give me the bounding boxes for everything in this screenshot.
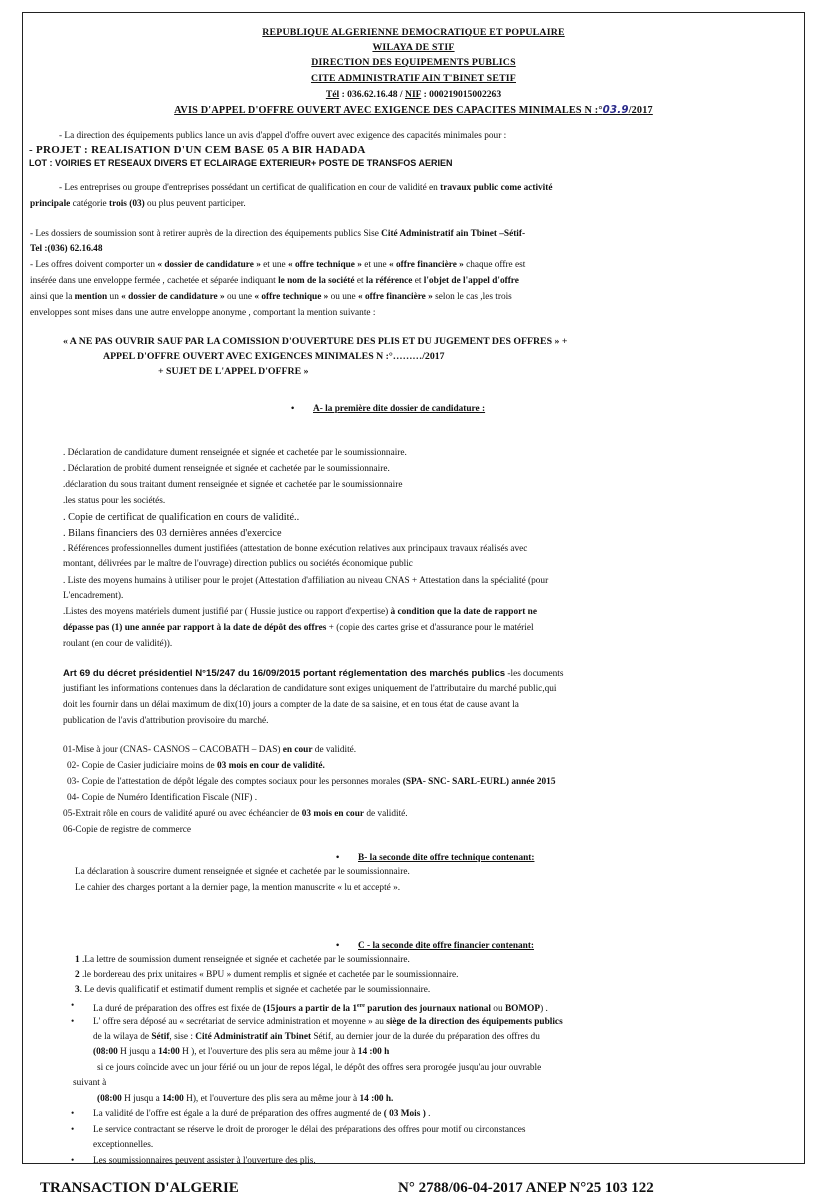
q6: « offre technique »: [254, 292, 329, 302]
d1c: de validité.: [312, 745, 357, 755]
b2p: H jusqu a: [121, 1094, 163, 1104]
doc-05: [63, 809, 408, 820]
b2k: H ), et l'ouverture des plis sera au même jour à: [179, 1047, 358, 1057]
b1f: ) .: [540, 1004, 548, 1015]
project-title: - PROJET : REALISATION D'UN CEM BASE 05 A BIR HADADA: [29, 144, 366, 156]
section-a-item: montant, délivrées par le maître de l'ouvrage) direction publics ou sociétés économique public: [63, 559, 413, 569]
entreprises-trois: trois (03): [109, 199, 145, 209]
section-a-item: . Liste des moyens humains à utiliser pour le projet (Attestation d'affiliation au niveau CNAS + Attestation dans la spécialité (pour: [63, 576, 549, 586]
c-num-1: 1: [75, 955, 80, 965]
entreprises-principale: principale: [30, 199, 71, 209]
q2: mention: [74, 292, 108, 302]
offres-line-1: [30, 260, 525, 271]
c-text-1: .La lettre de soumission dument renseignée et signée et cachetée par le soumissionnaire.: [79, 955, 410, 965]
b1b: (15jours a partir de la 1: [262, 1004, 358, 1015]
section-a-item: . Déclaration de probité dument renseignée et signée et cachetée par le soumissionnaire.: [63, 464, 390, 474]
b2s: 14 :00 h.: [359, 1094, 394, 1104]
q7: ou une: [328, 292, 358, 302]
art69-line-4: publication de l'avis d'attribution provisoire du marché.: [63, 716, 269, 726]
b1e: BOMOP: [504, 1004, 541, 1015]
q9: selon le cas ,les trois: [432, 292, 512, 302]
p4: la référence: [365, 276, 413, 286]
header-direction: DIRECTION DES EQUIPEMENTS PUBLICS: [311, 57, 516, 68]
mention-line-1: « A NE PAS OUVRIR SAUF PAR LA COMISSION D'OUVERTURE DES PLIS ET DU JUGEMENT DES OFFRES » +: [63, 336, 568, 347]
header-address: CITE ADMINISTRATIF AIN T'BINET SETIF: [310, 73, 516, 84]
q1: ainsi que la: [30, 292, 75, 302]
dossiers-address: Cité Administratif ain Tbinet –Sétif-: [381, 229, 526, 239]
p5: et: [412, 276, 424, 286]
section-a-item: .les status pour les sociétés.: [63, 496, 166, 506]
avis-title: [23, 105, 804, 116]
p1: insérée dans une enveloppe fermée , cachetée et séparée indiquant: [30, 276, 279, 286]
b2e: , sise :: [169, 1032, 196, 1042]
o7: chaque offre est: [463, 260, 526, 270]
b1d: ou: [490, 1004, 505, 1015]
q3: un: [107, 292, 122, 302]
bullet-assister: • Les soumissionnaires peuvent assister à l'ouverture des plis.: [93, 1156, 316, 1167]
section-a-item: . Bilans financiers des 03 dernières années d'exercice: [63, 528, 282, 539]
mention-line-2: APPEL D'OFFRE OUVERT AVEC EXIGENCES MINIMALES N :°………/2017: [103, 351, 445, 362]
art69-line-2: justifiant les informations contenues dans la déclaration de candidature sont exiges uniquement de l'attributaire du marché public,qui: [63, 684, 557, 694]
d3b: (SPA- SNC- SARL-EURL) année 2015: [402, 777, 556, 787]
m3: dépasse pas (1) une année par rapport à la date de dépôt des offres: [63, 623, 327, 633]
intro-line: - La direction des équipements publics lance un avis d'appel d'offre ouvert avec exigence des capacités minimales pour :: [59, 131, 507, 141]
b2h: (08:00: [93, 1047, 118, 1057]
section-a-item: . Déclaration de candidature dument renseignée et signée et cachetée par le soumissionnaire.: [63, 448, 407, 458]
d5a: 05-Extrait rôle en cours de validité apuré ou avec échéancier de: [63, 809, 302, 819]
doc-03: [67, 777, 555, 788]
b1sup: ere: [357, 1003, 365, 1009]
b2c: de la wilaya de: [93, 1032, 152, 1042]
entreprises-activity: travaux public come activité: [440, 183, 553, 193]
bullet-duree: [93, 1001, 548, 1015]
lot-title: LOT : VOIRIES ET RESEAUX DIVERS ET ECLAIRAGE EXTERIEUR+ POSTE DE TRANSFOS AERIEN: [29, 158, 453, 168]
o1: - Les offres doivent comporter un: [30, 260, 158, 270]
b2i: H jusqu a: [117, 1047, 159, 1057]
d1b: en cour: [282, 745, 313, 755]
o4: « offre technique »: [287, 260, 362, 270]
nif-value: : 000219015002263: [423, 89, 502, 100]
materiel-line-2: [63, 623, 534, 634]
section-c-item-3: [75, 985, 430, 996]
c-num-3: 3: [75, 985, 80, 995]
header-wilaya: WILAYA DE STIF: [372, 42, 455, 53]
bullet-depot-4: si ce jours coïncide avec un jour férié ou un jour de repos légal, le dépôt des offres sera prorogée jusqu'au jour ouvrable: [97, 1063, 542, 1073]
b2f: Cité Administratif ain Tbinet: [195, 1032, 312, 1042]
b1c: parution des journaux national: [364, 1004, 491, 1015]
entreprises-line-2: [30, 199, 246, 210]
tel-label: Tél: [325, 89, 340, 100]
d3a: 03- Copie de l'attestation de dépôt légale des comptes sociaux pour les personnes morales: [67, 777, 403, 787]
b2a: L' offre sera déposé au « secrétariat de service administration et moyenne » au: [93, 1017, 387, 1027]
b2d: Sétif: [151, 1032, 170, 1042]
d5c: de validité.: [364, 809, 408, 819]
b3a: La validité de l'offre est égale a la duré de préparation des offres augmenté de: [93, 1109, 384, 1119]
offres-line-3: [30, 292, 512, 303]
b3c: .: [425, 1109, 431, 1119]
section-a-item: . Copie de certificat de qualification en cours de validité..: [63, 512, 300, 523]
o6: « offre financière »: [389, 260, 464, 270]
dossiers-text: - Les dossiers de soumission sont à retirer auprès de la direction des équipements publics Sise: [30, 229, 382, 239]
p6: l'objet de l'appel d'offre: [423, 276, 519, 286]
art69-line-3: doit les fournir dans un délai maximum de dix(10) jours a compter de la date de sa saisine, et en tous état de cause avant la: [63, 700, 519, 710]
doc-01: [63, 745, 356, 756]
q8: « offre financière »: [358, 292, 433, 302]
p3: et: [354, 276, 366, 286]
offres-line-2: [30, 276, 519, 287]
p2: le nom de la société: [278, 276, 355, 286]
b1a: La duré de préparation des offres est fixée de: [93, 1004, 263, 1015]
b2g: Sétif, au dernier jour de la durée du préparation des offres du: [311, 1032, 540, 1042]
announcement-frame: [22, 12, 805, 1164]
section-b-line-2: Le cahier des charges portant a la dernier page, la mention manuscrite « lu et accepté ».: [75, 883, 401, 893]
footer-newspaper: TRANSACTION D'ALGERIE: [40, 1180, 239, 1196]
section-a-item: .déclaration du sous traitant dument renseignée et signée et cachetée par le soumissionnaire: [63, 480, 403, 490]
b2j: 14:00: [158, 1047, 180, 1057]
materiel-line-3: roulant (en cour de validité)).: [63, 639, 173, 649]
m4: + (copie des cartes grise et d'assurance pour le matériel: [326, 623, 534, 633]
d2a: 02- Copie de Casier judiciaire moins de: [67, 761, 218, 771]
q5: ou une: [224, 292, 255, 302]
header-contacts: [23, 89, 804, 100]
art69-ref: Art 69 du décret présidentiel N°15/247 du 16/09/2015 portant réglementation des marchés publics: [63, 668, 506, 679]
bullet-depot-5: suivant à: [73, 1078, 107, 1088]
o2: « dossier de candidature »: [157, 260, 261, 270]
bullet-depot-6: [97, 1094, 393, 1105]
o3: et une: [260, 260, 288, 270]
section-c-title: • C - la seconde dite offre financier contenant:: [358, 941, 534, 952]
b2l: 14 :00 h: [357, 1047, 390, 1057]
nif-label: NIF: [405, 89, 422, 100]
doc-06: 06-Copie de registre de commerce: [63, 825, 192, 835]
art69-line-1: [63, 668, 563, 680]
b3b: ( 03 Mois ): [383, 1109, 426, 1119]
section-a-item: L'encadrement).: [63, 591, 124, 601]
art69-docs: -les documents: [505, 669, 564, 679]
d5b: 03 mois en cour: [301, 809, 364, 819]
b2b: siège de la direction des équipements publics: [386, 1017, 563, 1027]
entreprises-categorie: catégorie: [70, 199, 110, 209]
doc-04: 04- Copie de Numéro Identification Fiscale (NIF) .: [67, 793, 258, 803]
header-republic: REPUBLIQUE ALGERIENNE DEMOCRATIQUE ET POPULAIRE: [262, 27, 565, 38]
m1: .Listes des moyens matériels dument justifié par ( Hussie justice ou rapport d'expertise): [63, 607, 391, 617]
tel-value: : 036.62.16.48 /: [341, 89, 403, 100]
doc-02: [67, 761, 325, 772]
bullet-depot-3: [93, 1047, 389, 1058]
bullet-validite: [93, 1109, 430, 1120]
d2b: 03 mois en cour de validité.: [217, 761, 325, 771]
materiel-line-1: [63, 607, 537, 618]
bullet-depot-2: [93, 1032, 540, 1043]
b2q: 14:00: [162, 1094, 184, 1104]
m2: à condition que la date de rapport ne: [390, 607, 537, 617]
section-a-item: . Références professionnelles dument justifiées (attestation de bonne exécution relatives aux principaux travaux réalisés avec: [63, 544, 528, 554]
avis-number-handwritten: 03.9: [602, 105, 629, 116]
c-text-2: .le bordereau des prix unitaires « BPU » dument remplis et signée et cachetée par le soumissionnaire.: [79, 970, 459, 980]
bullet-proroger-2: exceptionnelles.: [93, 1140, 154, 1150]
avis-year: /2017: [628, 105, 653, 116]
b2o: (08:00: [97, 1094, 122, 1104]
q4: « dossier de candidature »: [121, 292, 225, 302]
mention-line-3: + SUJET DE L'APPEL D'OFFRE »: [158, 366, 309, 377]
avis-title-text: AVIS D'APPEL D'OFFRE OUVERT AVEC EXIGENCE DES CAPACITES MINIMALES N :°: [174, 105, 603, 116]
o5: et une: [361, 260, 390, 270]
c-text-3: . Le devis qualificatif et estimatif dument remplis et signée et cachetée par le soumissionnaire.: [79, 985, 431, 995]
d1a: 01-Mise à jour (CNAS- CASNOS – CACOBATH – DAS): [63, 745, 283, 755]
entreprises-end: ou plus peuvent participer.: [144, 199, 246, 209]
section-b-line-1: La déclaration à souscrire dument renseignée et signée et cachetée par le soumissionnaire.: [75, 867, 410, 877]
section-b-title: • B- la seconde dite offre technique contenant:: [358, 853, 534, 864]
bullet-depot: [93, 1017, 563, 1028]
section-a-title: • A- la première dite dossier de candidature :: [313, 404, 485, 415]
entreprises-text-1: - Les entreprises ou groupe d'entreprises possédant un certificat de qualification en cour de validité en: [59, 183, 441, 193]
c-num-2: 2: [75, 970, 80, 980]
dossiers-tel: Tel :(036) 62.16.48: [30, 244, 103, 254]
bullet-proroger: • Le service contractant se réserve le droit de proroger le délai des préparations des offres pour motif ou circonstances: [93, 1125, 525, 1136]
entreprises-line-1: [59, 183, 553, 194]
b2r: H), et l'ouverture des plis sera au même jour à: [183, 1094, 360, 1104]
dossiers-line-1: [30, 229, 525, 240]
offres-line-4: enveloppes sont mises dans une autre enveloppe anonyme , comportant la mention suivante :: [30, 308, 376, 318]
section-c-item-1: [75, 955, 410, 966]
section-c-item-2: [75, 970, 458, 981]
footer-reference: N° 2788/06-04-2017 ANEP N°25 103 122: [398, 1180, 654, 1196]
